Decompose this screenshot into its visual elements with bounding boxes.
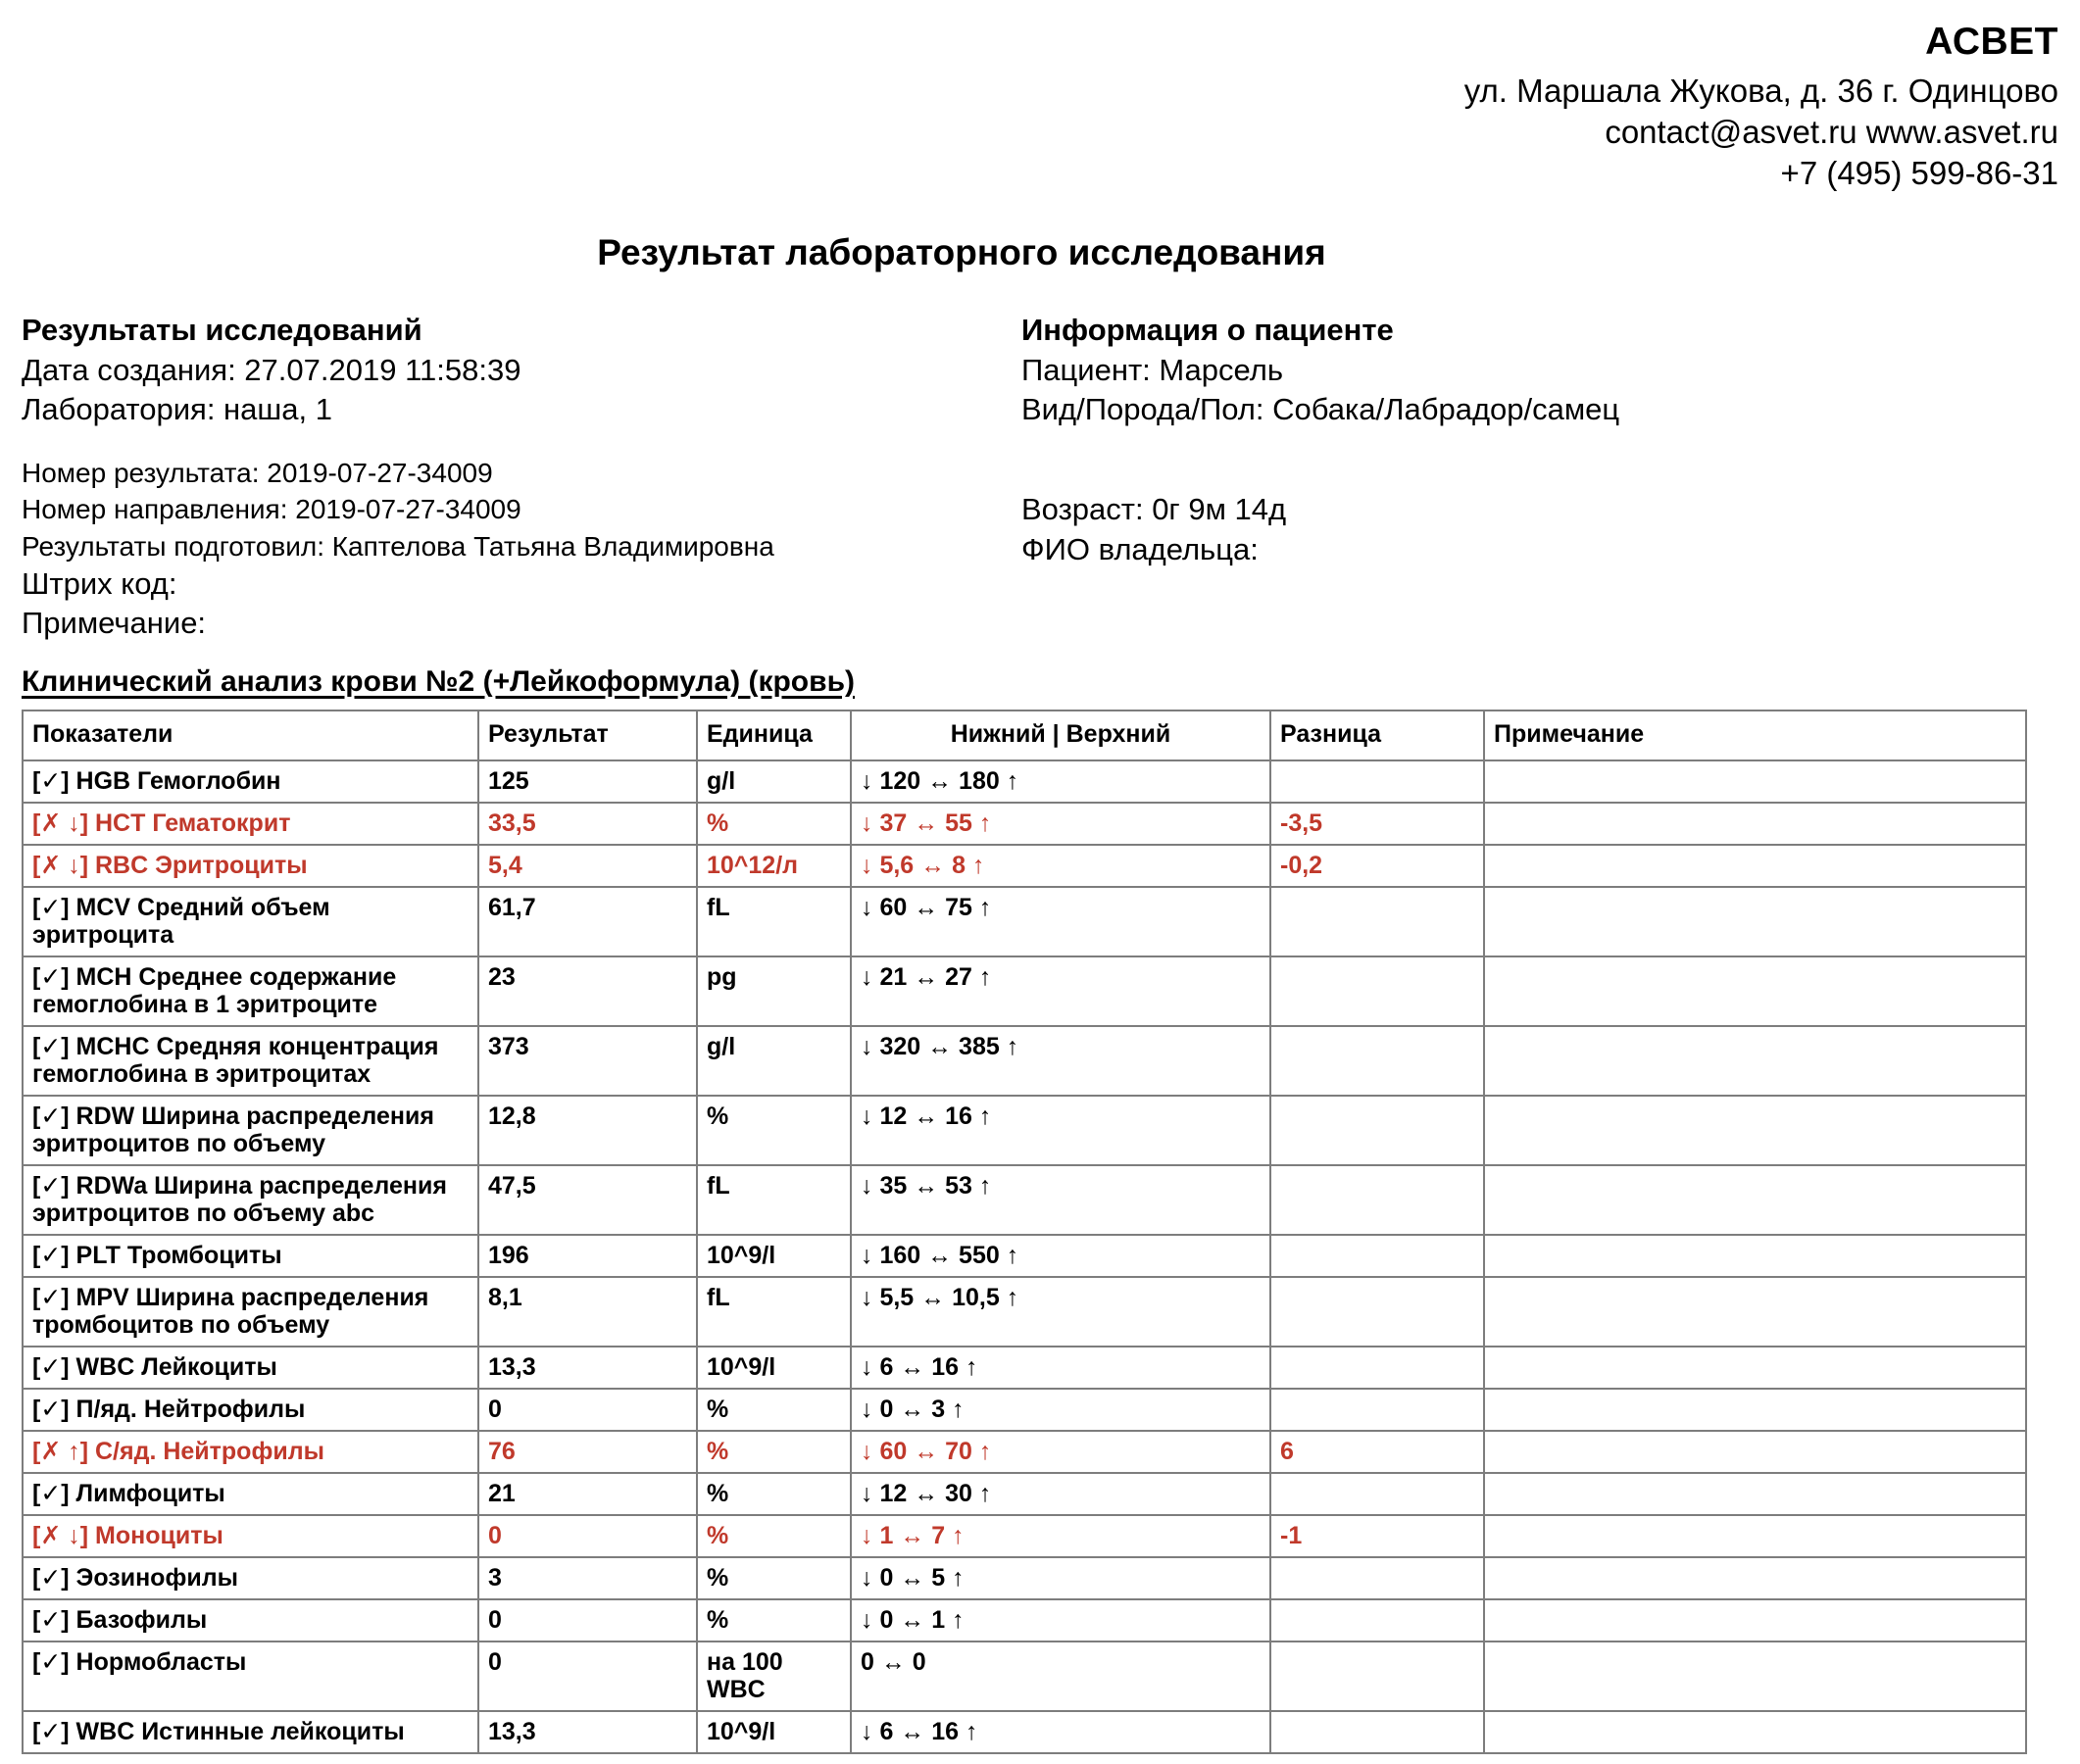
cell-unit: 10^9/l <box>697 1235 851 1277</box>
table-row <box>23 1431 2026 1473</box>
in-range-icon: [✓] <box>32 893 70 921</box>
cell-analyte-name <box>23 956 478 1026</box>
section-heading: Клинический анализ крови №2 (+Лейкоформула) (кровь) <box>22 664 856 698</box>
cell-unit: fL <box>697 1165 851 1235</box>
cell-difference <box>1270 1096 1484 1165</box>
cell-analyte-name <box>23 1599 478 1642</box>
cell-analyte-name <box>23 803 478 845</box>
results-table-body <box>23 760 2026 1753</box>
analyte-label: RBC Эритроциты <box>88 851 308 879</box>
table-row <box>23 760 2026 803</box>
cell-analyte-name <box>23 1557 478 1599</box>
cell-note <box>1484 1642 2026 1711</box>
cell-reference-range: ↓ 5,5 ↔ 10,5 ↑ <box>851 1277 1270 1347</box>
cell-note <box>1484 956 2026 1026</box>
cell-analyte-name <box>23 1711 478 1753</box>
cell-difference <box>1270 1389 1484 1431</box>
cell-reference-range: ↓ 12 ↔ 16 ↑ <box>851 1096 1270 1165</box>
table-row <box>23 1096 2026 1165</box>
cell-analyte-name <box>23 1389 478 1431</box>
cell-result: 196 <box>478 1235 697 1277</box>
cell-analyte-name <box>23 1473 478 1515</box>
table-row <box>23 1711 2026 1753</box>
cell-difference: -1 <box>1270 1515 1484 1557</box>
analyte-label: RDWa Ширина распределения эритроцитов по объему abc <box>32 1171 447 1227</box>
cell-analyte-name <box>23 1096 478 1165</box>
cell-result: 13,3 <box>478 1347 697 1389</box>
in-range-icon: [✓] <box>32 1563 70 1592</box>
cell-result: 8,1 <box>478 1277 697 1347</box>
cell-reference-range: ↓ 12 ↔ 30 ↑ <box>851 1473 1270 1515</box>
cell-note <box>1484 1473 2026 1515</box>
cell-result: 0 <box>478 1599 697 1642</box>
cell-difference <box>1270 1347 1484 1389</box>
cell-analyte-name <box>23 1026 478 1096</box>
cell-unit: 10^12/л <box>697 845 851 887</box>
cell-analyte-name <box>23 845 478 887</box>
cell-note <box>1484 1599 2026 1642</box>
cell-reference-range: ↓ 0 ↔ 1 ↑ <box>851 1599 1270 1642</box>
in-range-icon: [✓] <box>32 1352 70 1381</box>
analyte-label: Моноциты <box>88 1521 223 1549</box>
analyte-label: HCT Гематокрит <box>88 808 291 837</box>
referral-number: Номер направления: 2019-07-27-34009 <box>22 494 521 525</box>
results-table <box>22 710 2027 1754</box>
cell-note <box>1484 845 2026 887</box>
analyte-label: RDW Ширина распределения эритроцитов по объему <box>32 1102 434 1157</box>
cell-reference-range: ↓ 320 ↔ 385 ↑ <box>851 1026 1270 1096</box>
owner-name: ФИО владельца: <box>1021 531 1259 566</box>
clinic-phone: +7 (495) 599-86-31 <box>1780 155 2058 192</box>
clinic-header <box>22 18 2058 195</box>
table-row <box>23 1165 2026 1235</box>
cell-difference <box>1270 1599 1484 1642</box>
table-row <box>23 1026 2026 1096</box>
cell-analyte-name <box>23 887 478 956</box>
cell-note <box>1484 1277 2026 1347</box>
cell-result: 47,5 <box>478 1165 697 1235</box>
cell-reference-range: ↓ 0 ↔ 3 ↑ <box>851 1389 1270 1431</box>
in-range-icon: [✓] <box>32 1283 70 1311</box>
cell-unit: % <box>697 1096 851 1165</box>
cell-result: 76 <box>478 1431 697 1473</box>
out-of-range-icon: [✗ ↓] <box>32 1521 89 1549</box>
cell-result: 0 <box>478 1389 697 1431</box>
in-range-icon: [✓] <box>32 1032 70 1060</box>
table-row <box>23 845 2026 887</box>
analyte-label: MCH Среднее содержание гемоглобина в 1 эритроците <box>32 962 397 1018</box>
in-range-icon: [✓] <box>32 1647 70 1676</box>
info-section <box>22 313 2058 644</box>
analyte-label: П/яд. Нейтрофилы <box>69 1395 306 1423</box>
results-laboratory: Лаборатория: наша, 1 <box>22 391 332 426</box>
in-range-icon: [✓] <box>32 766 70 795</box>
cell-unit: 10^9/l <box>697 1711 851 1753</box>
cell-result: 3 <box>478 1557 697 1599</box>
cell-reference-range: ↓ 6 ↔ 16 ↑ <box>851 1347 1270 1389</box>
cell-analyte-name <box>23 1642 478 1711</box>
cell-difference: -3,5 <box>1270 803 1484 845</box>
cell-reference-range: ↓ 37 ↔ 55 ↑ <box>851 803 1270 845</box>
cell-unit: % <box>697 1431 851 1473</box>
cell-note <box>1484 1515 2026 1557</box>
cell-reference-range: ↓ 1 ↔ 7 ↑ <box>851 1515 1270 1557</box>
cell-unit: pg <box>697 956 851 1026</box>
cell-unit: % <box>697 803 851 845</box>
results-table-header <box>23 710 2026 760</box>
analyte-label: MCV Средний объем эритроцита <box>32 893 330 949</box>
analyte-label: WBC Лейкоциты <box>69 1352 277 1381</box>
column-header-range: Нижний | Верхний <box>851 710 1270 760</box>
cell-result: 0 <box>478 1642 697 1711</box>
cell-reference-range: ↓ 5,6 ↔ 8 ↑ <box>851 845 1270 887</box>
clinic-name: АСВЕТ <box>1925 21 2058 63</box>
cell-note <box>1484 1557 2026 1599</box>
note-label: Примечание: <box>22 606 207 641</box>
barcode-label: Штрих код: <box>22 565 177 601</box>
table-row <box>23 1642 2026 1711</box>
patient-age: Возраст: 0г 9м 14д <box>1021 492 1287 527</box>
cell-difference <box>1270 1165 1484 1235</box>
column-header-note: Примечание <box>1484 710 2026 760</box>
cell-unit: % <box>697 1599 851 1642</box>
column-header-unit: Единица <box>697 710 851 760</box>
clinic-contacts: contact@asvet.ru www.asvet.ru <box>1605 114 2058 151</box>
cell-difference <box>1270 1711 1484 1753</box>
table-row <box>23 1473 2026 1515</box>
cell-unit: fL <box>697 887 851 956</box>
results-info-column <box>22 313 1021 644</box>
page-title: Результат лабораторного исследования <box>597 231 1326 272</box>
cell-unit: % <box>697 1473 851 1515</box>
cell-unit: % <box>697 1515 851 1557</box>
cell-analyte-name <box>23 1277 478 1347</box>
cell-note <box>1484 1096 2026 1165</box>
cell-unit: % <box>697 1389 851 1431</box>
table-row <box>23 1235 2026 1277</box>
out-of-range-icon: [✗ ↑] <box>32 1437 89 1465</box>
cell-result: 21 <box>478 1473 697 1515</box>
cell-note <box>1484 1235 2026 1277</box>
cell-unit: на 100 WBC <box>697 1642 851 1711</box>
in-range-icon: [✓] <box>32 1717 70 1745</box>
cell-result: 13,3 <box>478 1711 697 1753</box>
analyte-label: MCHC Средняя концентрация гемоглобина в эритроцитах <box>32 1032 439 1088</box>
cell-result: 12,8 <box>478 1096 697 1165</box>
in-range-icon: [✓] <box>32 1605 70 1634</box>
cell-analyte-name <box>23 1165 478 1235</box>
cell-analyte-name <box>23 1431 478 1473</box>
analyte-label: Базофилы <box>69 1605 208 1634</box>
cell-reference-range: ↓ 6 ↔ 16 ↑ <box>851 1711 1270 1753</box>
table-row <box>23 803 2026 845</box>
cell-difference <box>1270 1642 1484 1711</box>
in-range-icon: [✓] <box>32 1102 70 1130</box>
cell-difference: -0,2 <box>1270 845 1484 887</box>
cell-difference <box>1270 1473 1484 1515</box>
analyte-label: HGB Гемоглобин <box>69 766 281 795</box>
patient-species-breed-sex: Вид/Порода/Пол: Собака/Лабрадор/самец <box>1021 391 1620 426</box>
table-row <box>23 1389 2026 1431</box>
results-created-date: Дата создания: 27.07.2019 11:58:39 <box>22 352 521 387</box>
cell-difference <box>1270 887 1484 956</box>
in-range-icon: [✓] <box>32 962 70 991</box>
cell-result: 125 <box>478 760 697 803</box>
analyte-label: С/яд. Нейтрофилы <box>88 1437 324 1465</box>
cell-unit: % <box>697 1557 851 1599</box>
cell-difference: 6 <box>1270 1431 1484 1473</box>
in-range-icon: [✓] <box>32 1241 70 1269</box>
patient-info-heading: Информация о пациенте <box>1021 312 1394 347</box>
column-header-result: Результат <box>478 710 697 760</box>
cell-note <box>1484 1165 2026 1235</box>
cell-result: 0 <box>478 1515 697 1557</box>
analyte-label: PLT Тромбоциты <box>69 1241 282 1269</box>
cell-reference-range: ↓ 160 ↔ 550 ↑ <box>851 1235 1270 1277</box>
results-prepared-by: Результаты подготовил: Каптелова Татьяна Владимировна <box>22 530 774 562</box>
results-info-heading: Результаты исследований <box>22 312 422 347</box>
cell-reference-range: ↓ 0 ↔ 5 ↑ <box>851 1557 1270 1599</box>
cell-reference-range: ↓ 21 ↔ 27 ↑ <box>851 956 1270 1026</box>
cell-difference <box>1270 1026 1484 1096</box>
cell-difference <box>1270 1277 1484 1347</box>
in-range-icon: [✓] <box>32 1395 70 1423</box>
cell-reference-range: ↓ 35 ↔ 53 ↑ <box>851 1165 1270 1235</box>
in-range-icon: [✓] <box>32 1479 70 1507</box>
cell-reference-range: ↓ 60 ↔ 70 ↑ <box>851 1431 1270 1473</box>
analyte-label: Лимфоциты <box>69 1479 225 1507</box>
cell-analyte-name <box>23 1347 478 1389</box>
cell-note <box>1484 803 2026 845</box>
analyte-label: Нормобласты <box>69 1647 247 1676</box>
cell-unit: g/l <box>697 1026 851 1096</box>
table-row <box>23 1557 2026 1599</box>
cell-unit: g/l <box>697 760 851 803</box>
cell-result: 61,7 <box>478 887 697 956</box>
cell-note <box>1484 1711 2026 1753</box>
out-of-range-icon: [✗ ↓] <box>32 851 89 879</box>
patient-name: Пациент: Марсель <box>1021 352 1283 387</box>
cell-note <box>1484 887 2026 956</box>
cell-difference <box>1270 1235 1484 1277</box>
analyte-label: Эозинофилы <box>69 1563 238 1592</box>
cell-result: 373 <box>478 1026 697 1096</box>
cell-note <box>1484 760 2026 803</box>
table-header-row <box>23 710 2026 760</box>
in-range-icon: [✓] <box>32 1171 70 1200</box>
table-row <box>23 1599 2026 1642</box>
analyte-label: MPV Ширина распределения тромбоцитов по объему <box>32 1283 429 1339</box>
out-of-range-icon: [✗ ↓] <box>32 808 89 837</box>
table-row <box>23 956 2026 1026</box>
cell-analyte-name <box>23 760 478 803</box>
column-header-name: Показатели <box>23 710 478 760</box>
cell-analyte-name <box>23 1235 478 1277</box>
cell-reference-range: ↓ 60 ↔ 75 ↑ <box>851 887 1270 956</box>
cell-note <box>1484 1389 2026 1431</box>
cell-analyte-name <box>23 1515 478 1557</box>
table-row <box>23 887 2026 956</box>
clinic-address: ул. Маршала Жукова, д. 36 г. Одинцово <box>1463 72 2058 109</box>
results-number: Номер результата: 2019-07-27-34009 <box>22 458 493 489</box>
cell-note <box>1484 1347 2026 1389</box>
cell-difference <box>1270 956 1484 1026</box>
cell-reference-range: ↓ 120 ↔ 180 ↑ <box>851 760 1270 803</box>
cell-difference <box>1270 760 1484 803</box>
cell-unit: 10^9/l <box>697 1347 851 1389</box>
table-row <box>23 1277 2026 1347</box>
table-row <box>23 1515 2026 1557</box>
cell-difference <box>1270 1557 1484 1599</box>
table-row <box>23 1347 2026 1389</box>
cell-unit: fL <box>697 1277 851 1347</box>
cell-result: 33,5 <box>478 803 697 845</box>
cell-reference-range: 0 ↔ 0 <box>851 1642 1270 1711</box>
analyte-label: WBC Истинные лейкоциты <box>69 1717 405 1745</box>
cell-note <box>1484 1431 2026 1473</box>
cell-result: 5,4 <box>478 845 697 887</box>
cell-result: 23 <box>478 956 697 1026</box>
cell-note <box>1484 1026 2026 1096</box>
patient-info-column <box>1021 313 2058 569</box>
column-header-diff: Разница <box>1270 710 1484 760</box>
